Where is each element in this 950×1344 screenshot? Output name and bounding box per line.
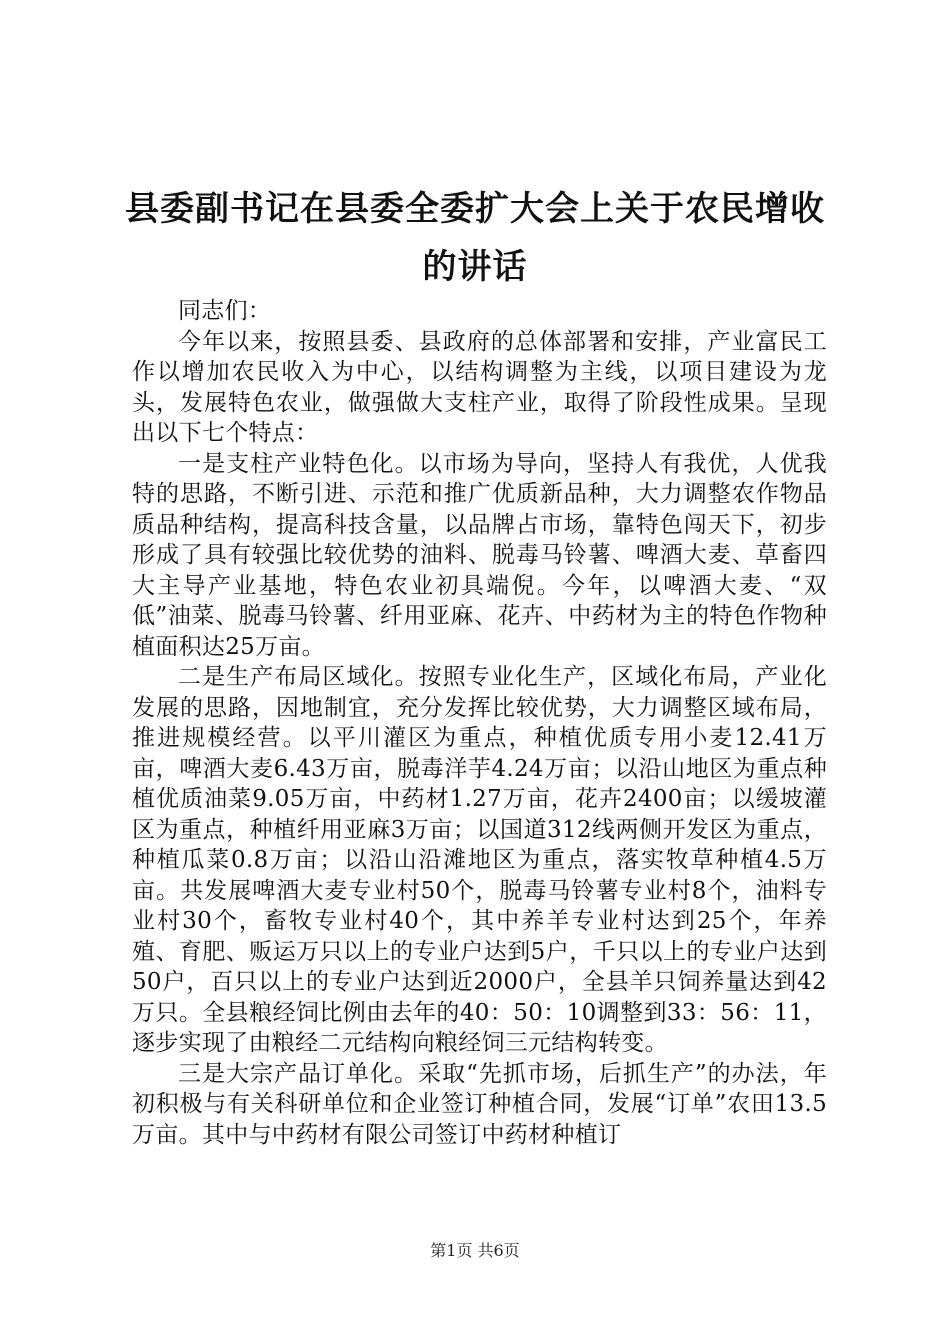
intro-paragraph: 今年以来，按照县委、县政府的总体部署和安排，产业富民工作以增加农民收入为中心，以结构调整为主线，以项目建设为龙头，发展特色农业，做强做大支柱产业，取得了阶段性成果。呈现出以下七个特点： bbox=[132, 328, 827, 446]
point-one-paragraph: 一是支柱产业特色化。以市场为导向，坚持人有我优，人优我特的思路，不断引进、示范和推广优质新品种，大力调整农作物品质品种结构，提高科技含量，以品牌占市场，靠特色闯天下，初步形成了具有较强比较优势的油料、脱毒马铃薯、啤酒大麦、草畜四大主导产业基地，特色农业初具端倪。今年，以啤酒大麦、“双低”油菜、脱毒马铃薯、纤用亚麻、花卉、中药材为主的特色作物种植面积达25万亩。 bbox=[132, 450, 827, 660]
document-body bbox=[132, 296, 827, 1150]
document-title: 县委副书记在县委全委扩大会上关于农民增收的讲话 bbox=[125, 189, 825, 287]
salutation-paragraph: 同志们： bbox=[178, 298, 272, 324]
page-footer: 第1页 共6页 bbox=[430, 1241, 520, 1260]
point-three-paragraph: 三是大宗产品订单化。采取“先抓市场，后抓生产”的办法，年初积极与有关科研单位和企业签订种植合同，发展“订单”农田13.5万亩。其中与中药材有限公司签订中药材种植订 bbox=[132, 1060, 827, 1148]
point-two-paragraph: 二是生产布局区域化。按照专业化生产，区域化布局，产业化发展的思路，因地制宜，充分发挥比较优势，大力调整区域布局，推进规模经营。以平川灌区为重点，种植优质专用小麦12.41万亩，啤酒大麦6.43万亩，脱毒洋芋4.24万亩；以沿山地区为重点种植优质油菜9.05万亩，中药材1.27万亩，花卉2400亩；以缓坡灌区为重点，种植纤用亚麻3万亩；以国道312线两侧开发区为重点，种植瓜菜0.8万亩；以沿山沿滩地区为重点，落实牧草种植4.5万亩。共发展啤酒大麦专业村50个，脱毒马铃薯专业村8个，油料专业村30个，畜牧专业村40个，其中养羊专业村达到25个，年养殖、育肥、贩运万只以上的专业户达到5户，千只以上的专业户达到50户，百只以上的专业户达到近2000户，全县羊只饲养量达到42万只。全县粮经饲比例由去年的40：50：10调整到33：56：11，逐步实现了由粮经二元结构向粮经饲三元结构转变。 bbox=[132, 664, 827, 1056]
